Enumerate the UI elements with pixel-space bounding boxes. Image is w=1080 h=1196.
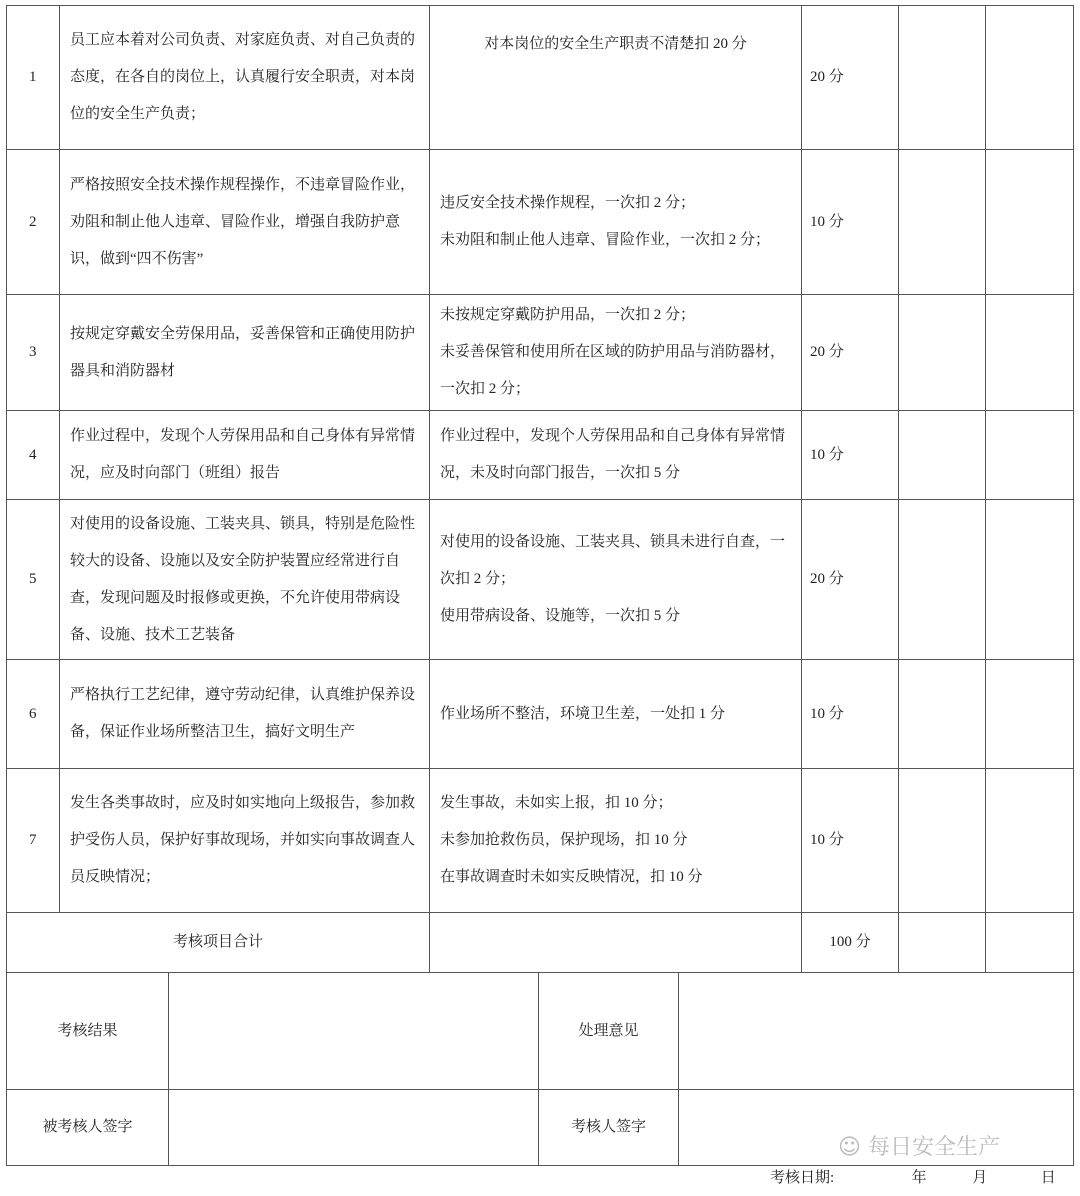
final-score-cell[interactable]	[986, 500, 1074, 660]
row-number: 5	[7, 500, 60, 660]
score-cell: 10 分	[802, 769, 899, 913]
date-month: 月	[972, 1170, 988, 1186]
wechat-icon: ☺	[838, 1135, 861, 1160]
table-row	[7, 500, 1074, 660]
final-score-cell[interactable]	[986, 769, 1074, 913]
requirement-cell: 作业过程中，发现个人劳保用品和自己身体有异常情况，应及时向部门（班组）报告	[60, 411, 430, 500]
score-cell: 10 分	[802, 411, 899, 500]
final-score-cell[interactable]	[986, 411, 1074, 500]
self-score-cell[interactable]	[899, 6, 986, 150]
total-cell-5[interactable]	[899, 913, 986, 973]
deduction-line: 未妥善保管和使用所在区域的防护用品与消防器材，一次扣 2 分；	[440, 344, 786, 397]
deduction-cell	[430, 500, 802, 660]
opinion-label: 处理意见	[539, 973, 679, 1090]
deduction-cell	[430, 660, 802, 769]
row-number: 2	[7, 150, 60, 295]
row-number: 6	[7, 660, 60, 769]
date-label: 考核日期:	[770, 1170, 835, 1186]
total-cell-6[interactable]	[986, 913, 1074, 973]
deduction-cell	[430, 295, 802, 411]
deduction-cell	[430, 411, 802, 500]
requirement-cell: 员工应本着对公司负责、对家庭负责、对自己负责的态度，在各自的岗位上，认真履行安全职责，对本岗位的安全生产负责；	[60, 6, 430, 150]
deduction-line: 使用带病设备、设施等，一次扣 5 分	[440, 608, 681, 624]
deduction-line: 作业过程中，发现个人劳保用品和自己身体有异常情况，未及时向部门报告，一次扣 5 分	[440, 428, 786, 481]
score-cell: 10 分	[802, 150, 899, 295]
total-label: 考核项目合计	[7, 913, 430, 973]
deduction-line: 发生事故，未如实上报，扣 10 分；	[440, 795, 673, 811]
self-score-cell[interactable]	[899, 660, 986, 769]
assessee-sign-field[interactable]	[169, 1090, 539, 1166]
result-label: 考核结果	[7, 973, 169, 1090]
result-field[interactable]	[169, 973, 539, 1090]
score-cell: 20 分	[802, 500, 899, 660]
row-number: 1	[7, 6, 60, 150]
self-score-cell[interactable]	[899, 150, 986, 295]
total-score: 100 分	[802, 913, 899, 973]
assessment-date	[770, 1166, 1056, 1187]
total-row	[7, 913, 1074, 973]
self-score-cell[interactable]	[899, 411, 986, 500]
requirement-cell: 对使用的设备设施、工装夹具、锁具，特别是危险性较大的设备、设施以及安全防护装置应经常进行自查，发现问题及时报修或更换，不允许使用带病设备、设施、技术工艺装备	[60, 500, 430, 660]
table-row	[7, 660, 1074, 769]
row-number: 7	[7, 769, 60, 913]
assessee-sign-label: 被考核人签字	[7, 1090, 169, 1166]
deduction-cell	[430, 6, 802, 150]
table-row	[7, 6, 1074, 150]
requirement-cell: 严格执行工艺纪律，遵守劳动纪律，认真维护保养设备，保证作业场所整洁卫生，搞好文明生产	[60, 660, 430, 769]
table-row	[7, 769, 1074, 913]
deduction-line: 未劝阻和制止他人违章、冒险作业，一次扣 2 分；	[440, 232, 771, 248]
deduction-line: 违反安全技术操作规程，一次扣 2 分；	[440, 195, 696, 211]
deduction-line: 未参加抢救伤员，保护现场，扣 10 分	[440, 832, 688, 848]
self-score-cell[interactable]	[899, 500, 986, 660]
opinion-field[interactable]	[679, 973, 1074, 1090]
deduction-cell	[430, 150, 802, 295]
requirement-cell: 按规定穿戴安全劳保用品，妥善保管和正确使用防护器具和消防器材	[60, 295, 430, 411]
final-score-cell[interactable]	[986, 6, 1074, 150]
assessor-sign-label: 考核人签字	[539, 1090, 679, 1166]
deduction-line: 在事故调查时未如实反映情况，扣 10 分	[440, 869, 703, 885]
score-cell: 20 分	[802, 295, 899, 411]
row-number: 4	[7, 411, 60, 500]
requirement-cell: 发生各类事故时，应及时如实地向上级报告，参加救护受伤人员，保护好事故现场，并如实向事故调查人员反映情况；	[60, 769, 430, 913]
score-cell: 20 分	[802, 6, 899, 150]
watermark: ☺ 每日安全生产	[838, 1135, 1000, 1160]
deduction-line: 对使用的设备设施、工装夹具、锁具未进行自查，一次扣 2 分；	[440, 534, 786, 587]
assessment-table	[6, 5, 1074, 973]
final-score-cell[interactable]	[986, 660, 1074, 769]
requirement-cell: 严格按照安全技术操作规程操作，不违章冒险作业，劝阻和制止他人违章、冒险作业，增强自我防护意识，做到“四不伤害”	[60, 150, 430, 295]
table-row	[7, 295, 1074, 411]
deduction-line: 对本岗位的安全生产职责不清楚扣 20 分	[484, 36, 747, 52]
self-score-cell[interactable]	[899, 295, 986, 411]
date-year: 年	[911, 1170, 927, 1186]
date-day: 日	[1040, 1170, 1056, 1186]
deduction-cell	[430, 769, 802, 913]
table-row	[7, 150, 1074, 295]
deduction-line: 作业场所不整洁，环境卫生差，一处扣 1 分	[440, 705, 726, 722]
final-score-cell[interactable]	[986, 295, 1074, 411]
score-cell: 10 分	[802, 660, 899, 769]
final-score-cell[interactable]	[986, 150, 1074, 295]
table-row	[7, 411, 1074, 500]
row-number: 3	[7, 295, 60, 411]
self-score-cell[interactable]	[899, 769, 986, 913]
deduction-line: 未按规定穿戴防护用品，一次扣 2 分；	[440, 307, 696, 323]
